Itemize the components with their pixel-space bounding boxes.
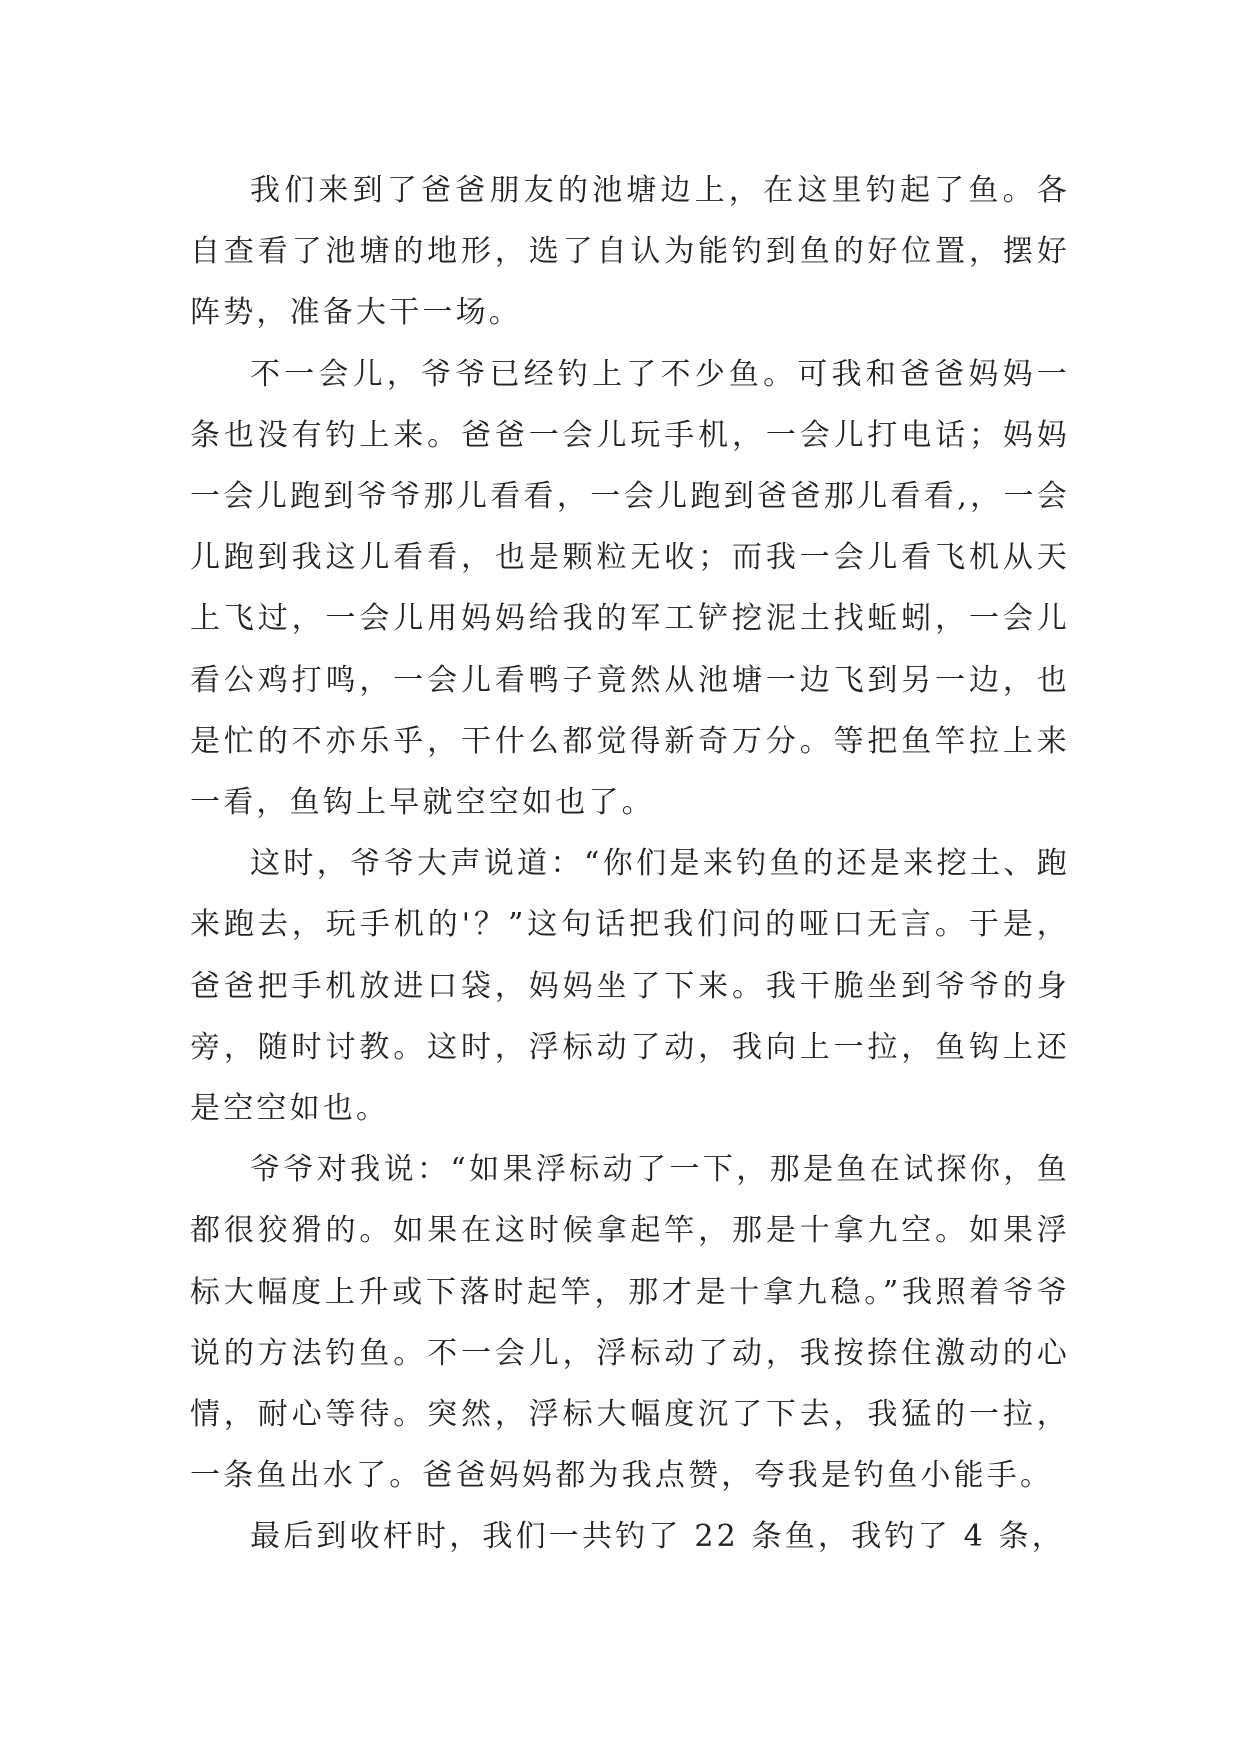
article-body <box>190 160 1070 1568</box>
paragraph-1: 我们来到了爸爸朋友的池塘边上，在这里钓起了鱼。各自查看了池塘的地形，选了自认为能钓到鱼的好位置，摆好阵势，准备大干一场。 <box>190 173 1070 331</box>
paragraph-5: 最后到收杆时，我们一共钓了 22 条鱼，我钓了 4 条， <box>250 1519 1066 1555</box>
paragraph-2: 不一会儿，爷爷已经钓上了不少鱼。可我和爸爸妈妈一条也没有钓上来。爸爸一会儿玩手机，一会儿打电话；妈妈一会儿跑到爷爷那儿看看，一会儿跑到爸爸那儿看看,，一会儿跑到我这儿看看，也是颗粒无收；而我一会儿看飞机从天上飞过，一会儿用妈妈给我的军工铲挖泥土找蚯蚓，一会儿看公鸡打鸣，一会儿看鸭子竟然从池塘一边飞到另一边，也是忙的不亦乐乎，干什么都觉得新奇万分。等把鱼竿拉上来一看，鱼钩上早就空空如也了。 <box>190 356 1070 821</box>
paragraph-4: 爷爷对我说：“如果浮标动了一下，那是鱼在试探你，鱼都很狡猾的。如果在这时候拿起竿，那是十拿九空。如果浮标大幅度上升或下落时起竿，那才是十拿九稳。”我照着爷爷说的方法钓鱼。不一会儿，浮标动了动，我按捺住激动的心情，耐心等待。突然，浮标大幅度沉了下去，我猛的一拉，一条鱼出水了。爸爸妈妈都为我点赞，夸我是钓鱼小能手。 <box>190 1152 1070 1494</box>
paragraph-3: 这时，爷爷大声说道：“你们是来钓鱼的还是来挖土、跑来跑去，玩手机的'？”这句话把我们问的哑口无言。于是，爸爸把手机放进口袋，妈妈坐了下来。我干脆坐到爷爷的身旁，随时讨教。这时，浮标动了动，我向上一拉，鱼钩上还是空空如也。 <box>190 846 1070 1127</box>
